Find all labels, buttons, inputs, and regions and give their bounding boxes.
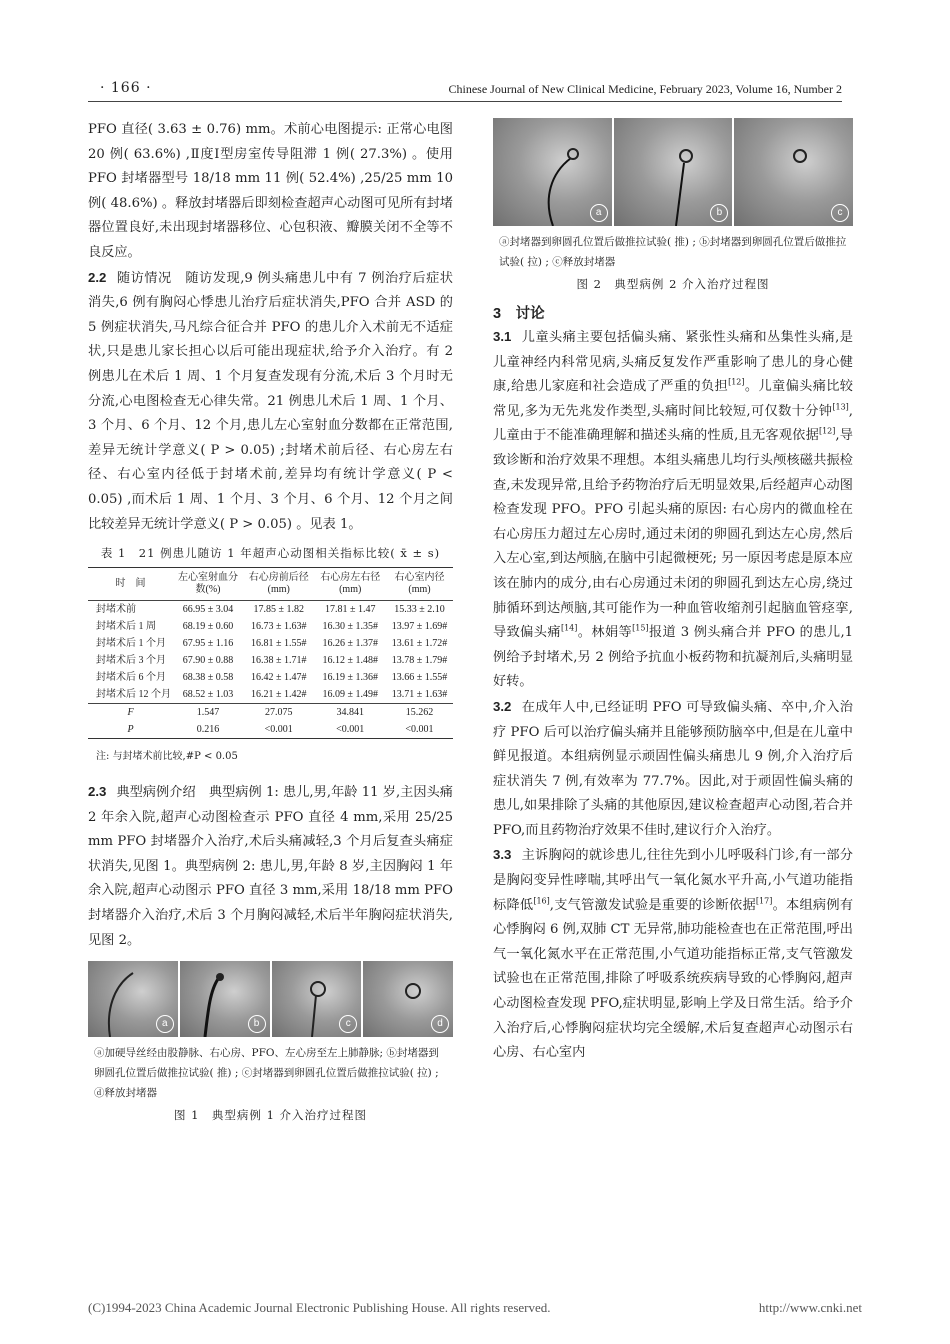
cell: 13.66 ± 1.55# [391, 672, 448, 684]
section-text: 在成年人中,已经证明 PFO 可导致偏头痛、卒中,介入治疗 PFO 后可以治疗偏头痛并且能够预防脑卒中,但是在儿童中鲜见报道。本组病例显示顽固性偏头痛患儿 9 例,介入治疗后症状消失 7 例,有效率为 77.7%。因此,对于顽固性偏头痛的患儿,如果排除了头痛的其他原因,建议检查超声心动图,若合并 PFO,而且药物治疗效果不佳时,建议行介入治疗。 [493, 699, 853, 838]
panel-tag: d [431, 1015, 449, 1033]
cell: 13.97 ± 1.69# [391, 621, 448, 633]
cell: 16.30 ± 1.35# [322, 621, 378, 633]
header-rule [88, 101, 842, 102]
panel-tag: c [831, 204, 849, 222]
section-text: 儿童头痛主要包括偏头痛、紧张性头痛和丛集性头痛,是儿童神经内科常见病,头痛反复发作严重影响了患儿的身心健康,给患儿家庭和社会造成了严重的负担 [493, 330, 853, 395]
cell: 67.90 ± 0.88 [182, 655, 234, 667]
cell: 16.73 ± 1.63# [250, 621, 307, 633]
row-label: 封堵术后 1 周 [96, 621, 156, 633]
section-text: ,支气管激发试验是重要的诊断依据 [549, 897, 756, 913]
cell: 68.19 ± 0.60 [182, 621, 234, 633]
table-caption: 表 1 21 例患儿随访 1 年超声心动图相关指标比较( x̄ ± s) [100, 546, 441, 561]
fluoroscopy-image [493, 118, 612, 226]
figure-2-images [493, 118, 853, 226]
citation: [12] [728, 377, 745, 387]
cell: 15.33 ± 2.10 [394, 604, 445, 616]
journal-header: Chinese Journal of New Clinical Medicine, February 2023, Volume 16, Number 2 [448, 82, 842, 96]
citation: [12] [818, 426, 836, 436]
fluoroscopy-image [272, 961, 362, 1037]
echo-table [88, 567, 453, 739]
cell: 68.38 ± 0.58 [182, 672, 234, 684]
cell: 1.547 [173, 704, 243, 722]
cell: 66.95 ± 3.04 [182, 604, 234, 616]
cell: <0.001 [264, 724, 293, 736]
section-number: 2.3 [88, 784, 107, 800]
site-link[interactable]: http://www.cnki.net [758, 1300, 862, 1315]
cell: 13.71 ± 1.63# [391, 689, 448, 701]
section-2-2 [88, 266, 453, 538]
cell: <0.001 [405, 724, 434, 736]
cell: 67.95 ± 1.16 [182, 638, 234, 650]
citation: [17] [755, 896, 773, 906]
citation: [14] [560, 623, 578, 633]
cell: 16.12 ± 1.48# [322, 655, 378, 667]
table-row-p [88, 721, 453, 739]
section-3-1 [493, 325, 853, 695]
col-header-ra-lr: 右心房左右径(mm) [314, 568, 385, 601]
row-label: 封堵术后 6 个月 [96, 672, 166, 684]
section-3-3 [493, 843, 853, 1065]
cell: 16.38 ± 1.71# [250, 655, 307, 667]
fluoroscopy-image [734, 118, 853, 226]
panel-tag: b [248, 1015, 266, 1033]
page-number: · 166 · [100, 80, 152, 96]
cell: 17.81 ± 1.47 [324, 604, 376, 616]
section-2-3 [88, 780, 453, 953]
section-text: 。本组病例有心悸胸闷 6 例,双肺 CT 无异常,肺功能检查也在正常范围,呼出气一氧化氮水平在正常范围,小气道功能指标正常,支气管激发试验也在正常范围,排除了呼吸系统疾病导致的心悸胸闷,超声心动图检查发现 PFO,症状明显,影响上学及日常生活。给予介入治疗后,心悸胸闷症状均完全缓解,术后复查超声心动图示右心房、右心室内 [493, 897, 854, 1061]
fluoroscopy-image [614, 118, 733, 226]
figure-2-title: 图 2 典型病例 2 介入治疗过程图 [576, 277, 770, 291]
section-text: 。林娟等 [577, 625, 633, 641]
section-text: ,导致诊断和治疗效果不理想。本组头痛患儿均行头颅核磁共振检查,未发现异常,且给予药物治疗后无明显效果,后经超声心动图检查发现 PFO。PFO 引起头痛的原因: 右心房内的微血栓在右心房压力超过左心房时,通过未闭的卵圆孔到达左心房,然后入左心室,到达颅脑,在脑中引起微梗死; 另一原因考虑是原本应该在肺内的成分,由右心房通过未闭的卵圆孔到达左心房,绕过肺循环到达颅脑,其可能作为一种血管收缩剂引起脑血管痉挛,导致偏头痛 [493, 428, 853, 641]
col-header-time: 时 间 [88, 568, 173, 601]
col-header-ra-ap: 右心房前后径(mm) [243, 568, 314, 601]
col-header-lvef: 左心室射血分数(%) [173, 568, 243, 601]
cell: 27.075 [243, 704, 314, 722]
row-label: 封堵术后 12 个月 [96, 689, 171, 701]
row-label: P [127, 724, 134, 736]
panel-tag: b [710, 204, 728, 222]
row-label: 封堵术后 1 个月 [96, 638, 166, 650]
table-row [88, 635, 453, 652]
section-text: 报道 3 例头痛合并 PFO 的患儿,1 例给予封堵术,另 2 例给予抗血小板药物和抗凝剂后,头痛明显好转。 [493, 625, 854, 690]
figure-2-description: ⓐ封堵器到卵圆孔位置后做推拉试验( 推) ; ⓑ封堵器到卵圆孔位置后做推拉试验( 拉) ; ⓒ释放封堵器 [499, 236, 847, 268]
paragraph-pfo-diameter: PFO 直径( 3.63 ± 0.76) mm。术前心电图提示: 正常心电图 20 例( 63.6%) ,Ⅱ度Ⅰ型房室传导阻滞 1 例( 27.3%) 。使用 PFO 封堵器型号 18/18 mm 11 例( 52.4%) ,25/25 mm 10 例( 48.6%) 。释放封堵器后即刻检查超声心动图可见所有封堵器位置良好,未出现封堵器移位、心包积液、瓣膜关闭不全等不良反应。 [88, 122, 453, 260]
cell: 68.52 ± 1.03 [182, 689, 234, 701]
panel-tag: c [339, 1015, 357, 1033]
section-3-2 [493, 695, 853, 844]
col-header-rv: 右心室内径(mm) [386, 568, 453, 601]
section-text: 。儿童偏头痛比较常见,多为无先兆发作类型,头痛时间比较短,可仅数十分钟 [493, 379, 853, 419]
fluoroscopy-image [363, 961, 453, 1037]
section-number: 2.2 [88, 269, 107, 285]
cell: 16.09 ± 1.49# [322, 689, 378, 701]
section-heading-discussion: 3 讨论 [493, 306, 545, 322]
cell: 0.216 [196, 724, 220, 736]
cell: 15.262 [386, 704, 453, 722]
page-footer [88, 1300, 862, 1316]
cell: 13.61 ± 1.72# [391, 638, 448, 650]
table-row [88, 652, 453, 669]
fluoroscopy-image [180, 961, 270, 1037]
row-label: F [88, 704, 173, 722]
section-number: 3.3 [493, 847, 512, 863]
row-label: 封堵术后 3 个月 [96, 655, 166, 667]
table-row-f [88, 704, 453, 722]
section-text: 主诉胸闷的就诊患儿,往往先到小儿呼吸科门诊,有一部分是胸闷变异性哮喘,其呼出气一氧化氮水平升高,小气道功能指标降低 [493, 848, 853, 913]
cell: 13.78 ± 1.79# [391, 655, 448, 667]
citation: [16] [533, 896, 550, 906]
right-column [493, 118, 853, 1066]
left-column [88, 118, 453, 1133]
panel-tag: a [156, 1015, 174, 1033]
figure-1-images [88, 961, 453, 1037]
table-row [88, 601, 453, 619]
cell: 16.81 ± 1.55# [250, 638, 307, 650]
panel-tag: a [590, 204, 608, 222]
table-row [88, 618, 453, 635]
fluoroscopy-image [88, 961, 178, 1037]
cell: 16.21 ± 1.42# [250, 689, 307, 701]
figure-1-title: 图 1 典型病例 1 介入治疗过程图 [173, 1108, 368, 1123]
section-number: 3.1 [493, 329, 512, 344]
section-text: 随访情况 随访发现,9 例头痛患儿中有 7 例治疗后症状消失,6 例有胸闷心悸患儿治疗后症状消失,PFO 合并 ASD 的 5 例症状消失,马凡综合征合并 PFO 的患儿介入术前无不适症状,只是患儿家长担心以后可能出现症状,给予介入治疗。有 2 例患儿在术后 1 周、1 个月复查发现有分流,术后 3 个月时无分流,心电图检查无心律失常。21 例患儿术后 1 周、1 个月、3 个月、6 个月、12 个月,患儿左心室射血分数都在正常范围,差异无统计学意义( P > 0.05) ;封堵术前后径、右心房左右径、右心室内径低于封堵术前,差异均有统计学意义( P < 0.05) ,而术后 1 周、1 个月、3 个月、6 个月、12 个月之间比较差异无统计学意义( P > 0.05) 。见表 1。 [88, 270, 453, 532]
row-label: 封堵术前 [96, 604, 136, 616]
section-text: 典型病例介绍 典型病例 1: 患儿,男,年龄 11 岁,主因头痛 2 年余入院,超声心动图检查示 PFO 直径 4 mm,采用 25/25 mm PFO 封堵器介入治疗,术后头痛减轻,3 个月后复查头痛症状消失,见图 1。典型病例 2: 患儿,男,年龄 8 岁,主因胸闷 1 年余入院,超声心动图示 PFO 直径 3 mm,采用 18/18 mm PFO 封堵器介入治疗,术后 3 个月胸闷减轻,术后半年胸闷症状消失,见图 2。 [88, 785, 453, 948]
section-text: ,儿童由于不能准确理解和描述头痛的性质,且无客观依据 [493, 403, 853, 444]
cell: 16.42 ± 1.47# [250, 672, 307, 684]
cell: <0.001 [336, 724, 365, 736]
section-number: 3.2 [493, 698, 512, 714]
table-row [88, 669, 453, 686]
cell: 17.85 ± 1.82 [253, 604, 304, 616]
figure-1-description: ⓐ加硬导丝经由股静脉、右心房、PFO、左心房至左上肺静脉; ⓑ封堵器到卵圆孔位置后做推拉试验( 推) ; ⓒ封堵器到卵圆孔位置后做推拉试验( 拉) ; ⓓ释放封堵器 [94, 1047, 439, 1100]
cell: 34.841 [314, 704, 385, 722]
table-note: 注: 与封堵术前比较,#P < 0.05 [96, 751, 238, 763]
copyright-text: (C)1994-2023 China Academic Journal Electronic Publishing House. All rights reserved. [88, 1300, 551, 1315]
table-row [88, 686, 453, 704]
cell: 16.26 ± 1.37# [322, 638, 378, 650]
cell: 16.19 ± 1.36# [322, 672, 378, 684]
citation: [13] [832, 402, 849, 412]
citation: [15] [632, 623, 649, 633]
